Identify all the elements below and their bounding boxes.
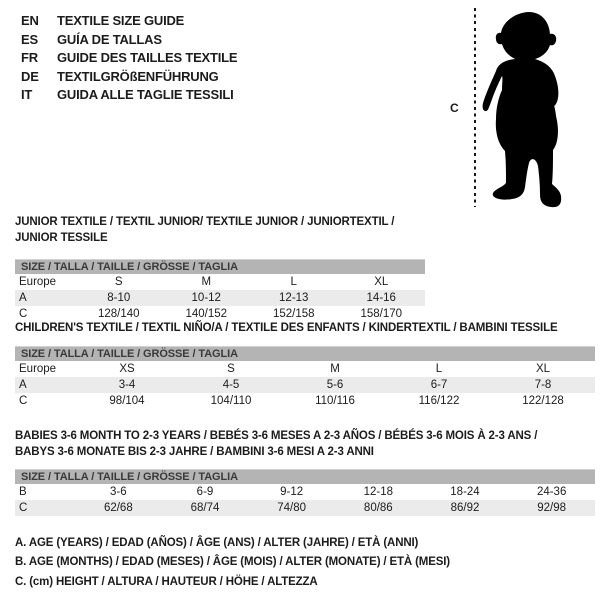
size-cell: 128/140 xyxy=(97,308,140,320)
language-code: DE xyxy=(21,68,39,84)
height-measure-label: C xyxy=(450,101,459,115)
size-cell: 6-7 xyxy=(430,379,448,391)
table-row xyxy=(15,361,595,377)
size-cell: 9-12 xyxy=(280,486,304,498)
table-row xyxy=(15,500,595,516)
size-cell: 158/170 xyxy=(360,308,403,320)
legend-note: C. (cm) HEIGHT / ALTURA / HAUTEUR / HÖHE / ALTEZZA xyxy=(15,575,318,588)
table-title xyxy=(15,428,595,460)
size-cell: 3-4 xyxy=(118,379,136,391)
row-label: Europe xyxy=(19,276,57,288)
toddler-silhouette-icon xyxy=(482,8,568,210)
size-cell: M xyxy=(330,363,340,375)
table-title xyxy=(15,214,425,246)
size-cell: 110/116 xyxy=(315,395,355,407)
language-code: EN xyxy=(21,13,39,28)
size-table xyxy=(15,320,595,409)
size-cell: 68/74 xyxy=(190,502,220,514)
height-measure-dotted-line xyxy=(474,8,476,207)
table-title xyxy=(15,320,595,336)
guide-title: GUIDE DES TAILLES TEXTILE xyxy=(57,50,238,66)
row-label: A xyxy=(19,292,27,304)
size-table xyxy=(15,214,425,322)
row-label: C xyxy=(19,502,28,514)
table-row xyxy=(15,274,425,290)
legend-note: A. AGE (YEARS) / EDAD (AÑOS) / ÂGE (ANS) / ALTER (JAHRE) / ETÀ (ANNI) xyxy=(15,537,419,549)
size-cell: 12-18 xyxy=(363,486,394,498)
table-title-line: JUNIOR TEXTILE / TEXTIL JUNIOR/ TEXTILE JUNIOR / JUNIORTEXTIL / JUNIOR TESSILE xyxy=(15,216,395,244)
language-code: FR xyxy=(21,50,38,66)
size-header-bar: SIZE / TALLA / TAILLE / GRÖSSE / TAGLIA xyxy=(15,346,595,361)
language-code: ES xyxy=(21,31,38,47)
size-cell: 80/86 xyxy=(363,502,393,514)
size-cell: 5-6 xyxy=(326,379,344,391)
row-label: Europe xyxy=(19,363,57,375)
guide-title: TEXTILGRÖßENFÜHRUNG xyxy=(57,68,219,84)
size-cell: S xyxy=(114,276,123,288)
table-rows xyxy=(15,484,595,516)
guide-title: GUIDA ALLE TAGLIE TESSILI xyxy=(57,87,234,103)
size-cell: L xyxy=(290,276,297,288)
row-label: A xyxy=(19,379,27,391)
size-cell: 3-6 xyxy=(110,486,127,498)
row-label: C xyxy=(19,308,28,320)
size-header-bar: SIZE / TALLA / TAILLE / GRÖSSE / TAGLIA xyxy=(15,469,595,484)
language-code: IT xyxy=(21,87,33,103)
size-cell: 104/110 xyxy=(210,395,252,407)
language-row xyxy=(21,86,237,105)
table-title-line: BABYS 3-6 MONATE BIS 2-3 JAHRE / BAMBINI 3-6 MESI A 2-3 ANNI xyxy=(15,446,374,458)
size-cell: 7-8 xyxy=(534,379,552,391)
size-cell: 12-13 xyxy=(279,292,309,304)
table-row xyxy=(15,290,425,306)
language-row xyxy=(21,31,237,50)
language-row xyxy=(21,49,237,68)
size-cell: 86/92 xyxy=(450,502,480,514)
table-rows xyxy=(15,361,595,409)
table-row xyxy=(15,484,595,500)
size-cell: 4-5 xyxy=(222,379,240,391)
size-cell: XS xyxy=(119,363,135,375)
size-cell: L xyxy=(435,363,443,375)
row-label: C xyxy=(19,395,28,407)
row-label: B xyxy=(19,486,27,498)
size-cell: 116/122 xyxy=(418,395,460,407)
size-cell: 152/158 xyxy=(272,308,315,320)
language-title-list xyxy=(21,12,237,105)
language-row xyxy=(21,12,237,31)
size-cell: 98/104 xyxy=(109,395,145,407)
table-title-line: CHILDREN'S TEXTILE / TEXTIL NIÑO/A / TEXTILE DES ENFANTS / KINDERTEXTIL / BAMBINI TESSILE xyxy=(15,322,558,334)
size-table xyxy=(15,428,595,516)
legend-notes xyxy=(15,534,450,592)
size-cell: 122/128 xyxy=(522,395,564,407)
size-cell: 92/98 xyxy=(537,502,567,514)
table-row xyxy=(15,393,595,409)
size-cell: 24-36 xyxy=(536,486,567,498)
size-cell: XL xyxy=(535,363,551,375)
table-row xyxy=(15,377,595,393)
size-header-bar: SIZE / TALLA / TAILLE / GRÖSSE / TAGLIA xyxy=(15,259,425,274)
guide-title: GUÍA DE TALLAS xyxy=(57,31,162,47)
size-cell: 10-12 xyxy=(191,292,221,304)
size-cell: 140/152 xyxy=(185,308,228,320)
size-cell: 18-24 xyxy=(450,486,480,498)
table-rows xyxy=(15,274,425,322)
size-cell: XL xyxy=(374,276,389,288)
size-cell: 62/68 xyxy=(103,502,133,514)
table-title-line: BABIES 3-6 MONTH TO 2-3 YEARS / BEBÉS 3-6 MESES A 2-3 AÑOS / BÉBÉS 3-6 MOIS À 2-3 ANS / xyxy=(15,430,538,442)
size-cell: M xyxy=(201,276,212,288)
guide-title: TEXTILE SIZE GUIDE xyxy=(57,13,185,28)
size-cell: S xyxy=(227,363,235,375)
legend-note: B. AGE (MONTHS) / EDAD (MESES) / ÂGE (MOIS) / ALTER (MONATE) / ETÀ (MESI) xyxy=(15,556,450,569)
size-cell: 8-10 xyxy=(107,292,131,304)
language-row xyxy=(21,68,237,87)
size-cell: 14-16 xyxy=(366,292,396,304)
size-cell: 74/80 xyxy=(277,502,307,514)
size-cell: 6-9 xyxy=(196,486,214,498)
